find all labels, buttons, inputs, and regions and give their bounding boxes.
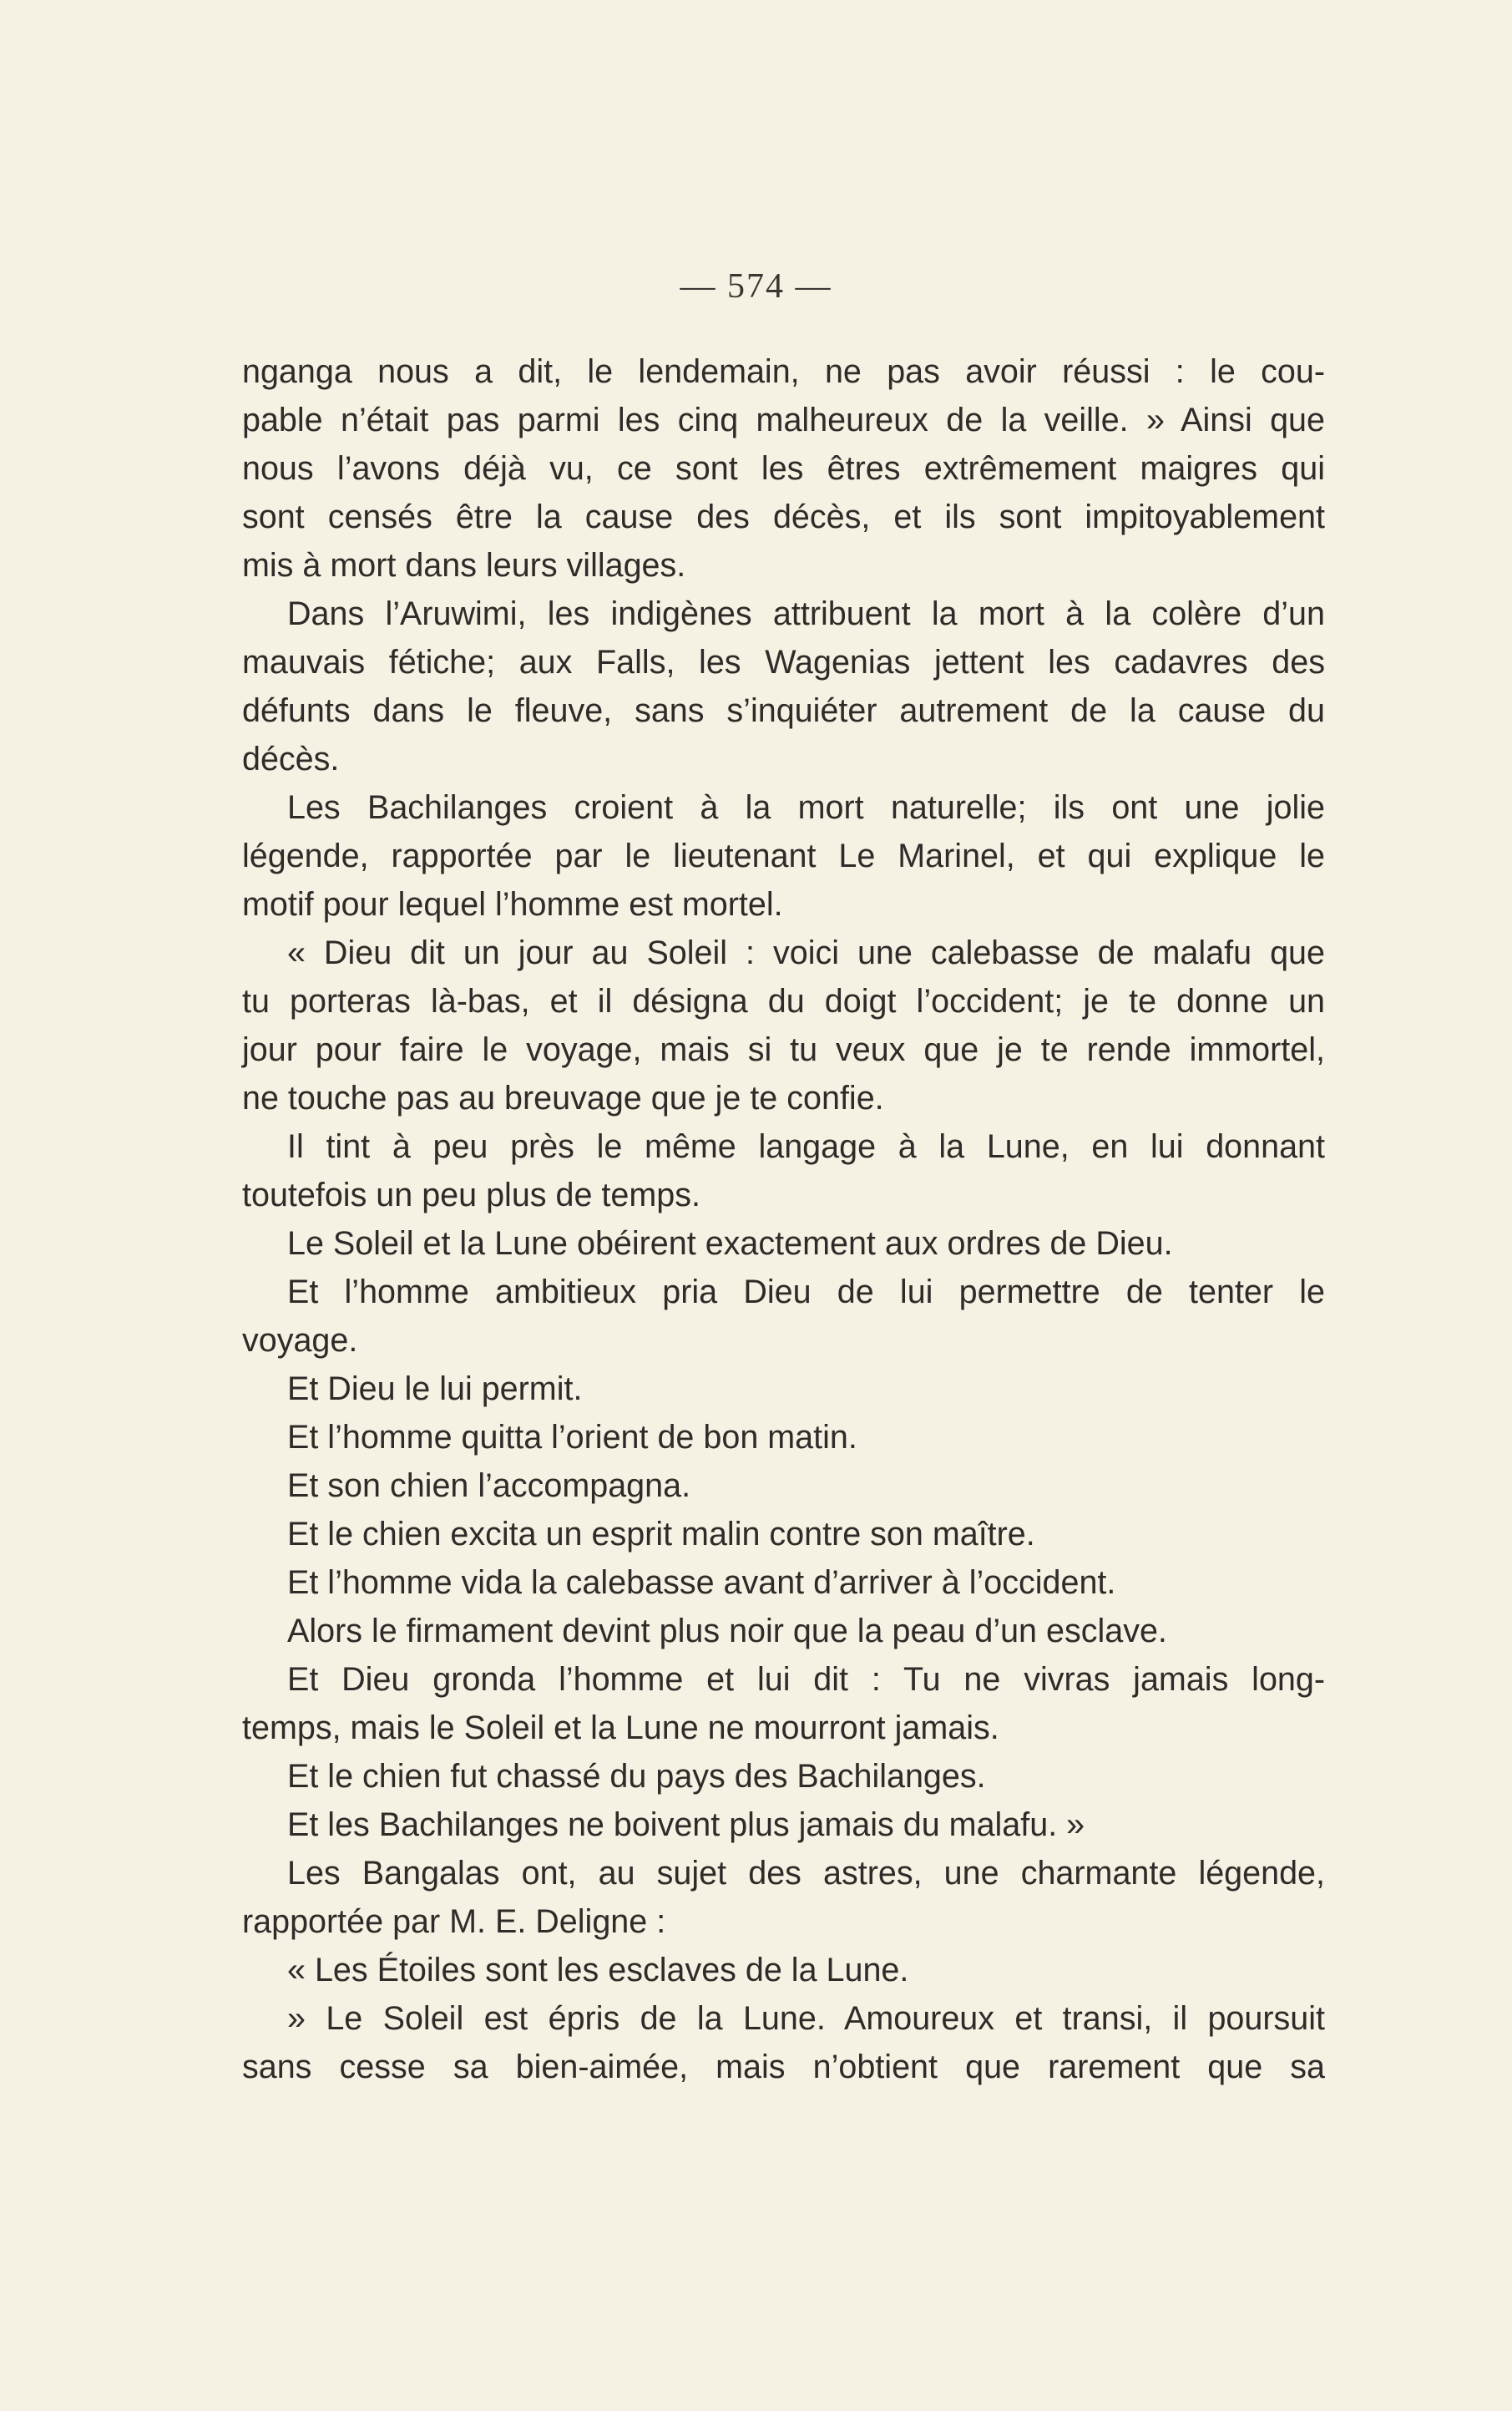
page-number: — 574 — <box>680 267 832 306</box>
paragraph <box>242 1655 1325 1752</box>
text-line: rapportée par M. E. Deligne : <box>242 1903 666 1940</box>
paragraph <box>242 1946 1325 1994</box>
text-line: Et le chien excita un esprit malin contre son maître. <box>287 1516 1035 1552</box>
paragraph <box>242 1558 1325 1607</box>
text-line: nganga nous a dit, le lendemain, ne pas avoir réussi : le cou- <box>242 353 1325 390</box>
text-line: Alors le firmament devint plus noir que la peau d’un esclave. <box>287 1613 1167 1649</box>
text-line: sans cesse sa bien-aimée, mais n’obtient que rarement que sa <box>242 2049 1325 2085</box>
paragraph <box>242 1849 1325 1946</box>
paragraph <box>242 1365 1325 1413</box>
paragraph <box>242 1994 1325 2091</box>
text-line: tu porteras là-bas, et il désigna du doigt l’occident; je te donne un <box>242 983 1325 1020</box>
paragraph <box>242 929 1325 1122</box>
paragraph <box>242 1122 1325 1219</box>
text-line: Dans l’Aruwimi, les indigènes attribuent la mort à la colère d’un <box>287 595 1325 632</box>
text-line: Et Dieu le lui permit. <box>287 1370 583 1407</box>
paragraph <box>242 1268 1325 1365</box>
text-line: défunts dans le fleuve, sans s’inquiéter autrement de la cause du <box>242 692 1325 729</box>
text-line: Il tint à peu près le même langage à la Lune, en lui donnant <box>287 1128 1325 1165</box>
paragraph <box>242 783 1325 929</box>
paragraph <box>242 1607 1325 1655</box>
text-line: mauvais fétiche; aux Falls, les Wagenias jettent les cadavres des <box>242 644 1325 681</box>
text-line: Et son chien l’accompagna. <box>287 1467 691 1504</box>
text-line: décès. <box>242 741 340 777</box>
text-line: Et les Bachilanges ne boivent plus jamais du malafu. » <box>287 1806 1085 1843</box>
paragraph <box>242 1752 1325 1801</box>
text-line: légende, rapportée par le lieutenant Le Marinel, et qui explique le <box>242 838 1325 874</box>
text-line: jour pour faire le voyage, mais si tu veux que je te rende immortel, <box>242 1031 1325 1068</box>
text-line: sont censés être la cause des décès, et ils sont impitoyablement <box>242 499 1325 535</box>
text-line: toutefois un peu plus de temps. <box>242 1177 700 1213</box>
text-line: Le Soleil et la Lune obéirent exactement aux ordres de Dieu. <box>287 1225 1173 1262</box>
paragraph <box>242 1413 1325 1461</box>
paragraph <box>242 347 1325 590</box>
text-line: Les Bachilanges croient à la mort naturelle; ils ont une jolie <box>287 789 1325 826</box>
text-line: Et Dieu gronda l’homme et lui dit : Tu ne vivras jamais long- <box>287 1661 1325 1698</box>
paragraph <box>242 1510 1325 1558</box>
text-line: temps, mais le Soleil et la Lune ne mourront jamais. <box>242 1709 999 1746</box>
text-line: Et l’homme vida la calebasse avant d’arriver à l’occident. <box>287 1564 1116 1601</box>
text-line: voyage. <box>242 1322 358 1359</box>
text-line: Et l’homme ambitieux pria Dieu de lui permettre de tenter le <box>287 1274 1325 1310</box>
paragraph <box>242 1461 1325 1510</box>
paragraph <box>242 590 1325 783</box>
text-line: Et l’homme quitta l’orient de bon matin. <box>287 1419 857 1456</box>
text-line: « Dieu dit un jour au Soleil : voici une calebasse de malafu que <box>287 935 1325 971</box>
body-text <box>242 347 1325 2091</box>
paragraph <box>242 1219 1325 1268</box>
text-line: » Le Soleil est épris de la Lune. Amoureux et transi, il poursuit <box>287 2000 1325 2037</box>
paragraph <box>242 1801 1325 1849</box>
text-line: ne touche pas au breuvage que je te confie. <box>242 1080 884 1117</box>
text-line: nous l’avons déjà vu, ce sont les êtres extrêmement maigres qui <box>242 450 1325 487</box>
text-line: mis à mort dans leurs villages. <box>242 547 686 584</box>
text-line: Et le chien fut chassé du pays des Bachilanges. <box>287 1758 986 1795</box>
text-line: Les Bangalas ont, au sujet des astres, une charmante légende, <box>287 1855 1325 1892</box>
text-line: motif pour lequel l’homme est mortel. <box>242 886 783 923</box>
text-line: pable n’était pas parmi les cinq malheureux de la veille. » Ainsi que <box>242 402 1325 438</box>
text-line: « Les Étoiles sont les esclaves de la Lune. <box>287 1952 909 1988</box>
